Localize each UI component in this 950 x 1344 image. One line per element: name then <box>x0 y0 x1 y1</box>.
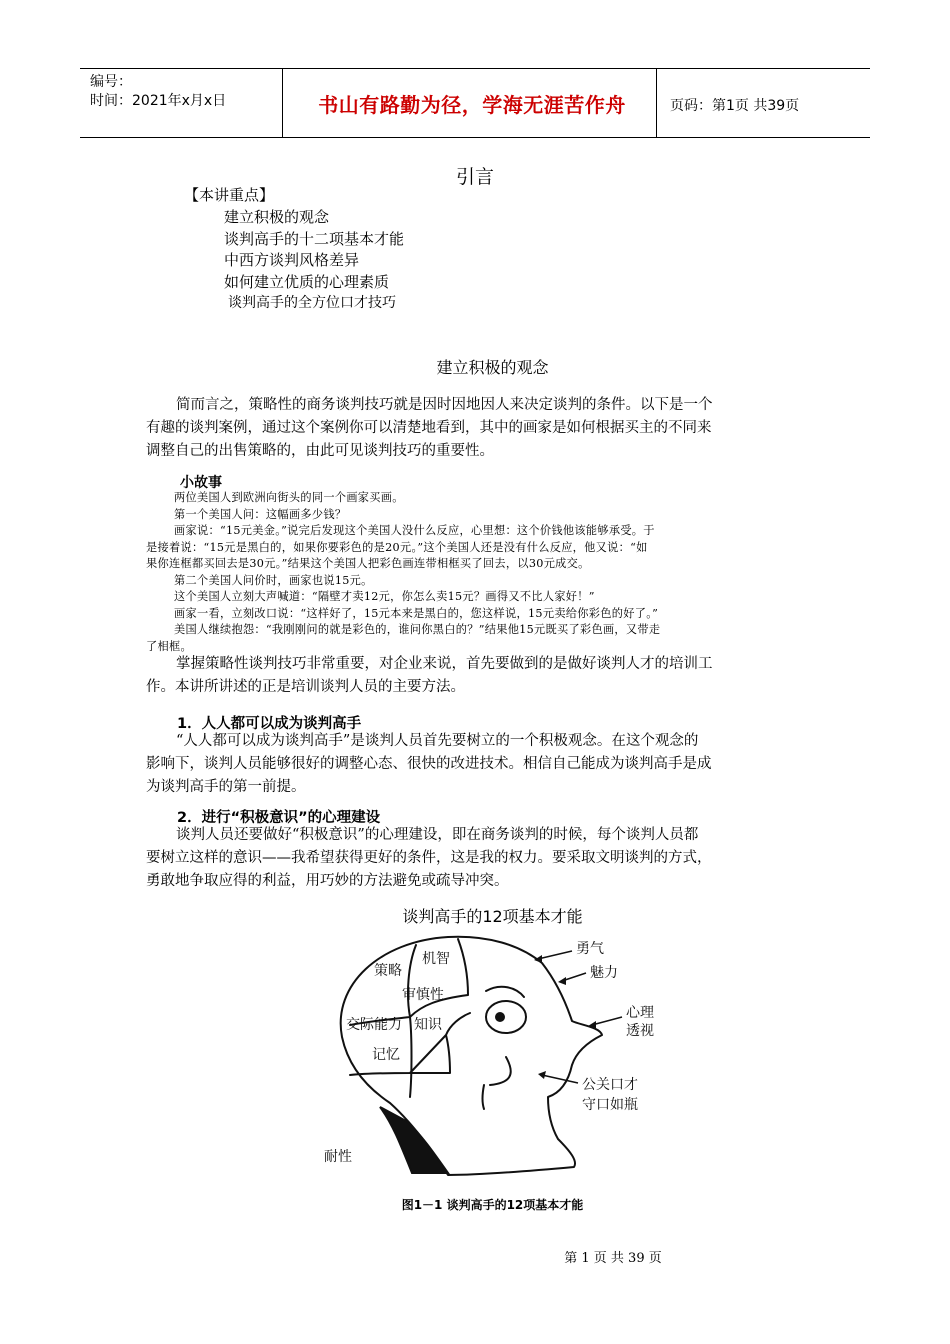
figure-title: 谈判高手的12项基本才能 <box>402 907 583 926</box>
header-divider <box>656 69 657 137</box>
story-line: 这个美国人立刻大声喊道：“隔壁才卖12元，你怎么卖15元？画得又不比人家好！” <box>174 590 595 603</box>
story-heading: 小故事 <box>180 475 222 491</box>
story-line: 是接着说：“15元是黑白的，如果你要彩色的是20元。”这个美国人还是没有什么反应，他又说：“如 <box>146 540 648 554</box>
point2-heading: 2．进行“积极意识”的心理建设 <box>177 810 381 826</box>
intro-line: 简而言之，策略性的商务谈判技巧就是因时因地因人来决定谈判的条件。以下是一个 <box>176 397 713 413</box>
suit-collar <box>380 1107 448 1173</box>
page-footer: 第 1 页 共 39 页 <box>564 1251 662 1266</box>
summary-line: 作。本讲所讲述的正是培训谈判人员的主要方法。 <box>146 679 465 695</box>
intro-line: 有趣的谈判案例，通过这个案例你可以清楚地看到，其中的画家是如何根据买主的不同来 <box>146 420 712 436</box>
label-jiaoji: 交际能力 <box>346 1017 402 1033</box>
key-point-item: 谈判高手的全方位口才技巧 <box>228 295 396 311</box>
point2-line: 谈判人员还要做好“积极意识”的心理建设，即在商务谈判的时候，每个谈判人员都 <box>176 827 699 843</box>
point1-line: 为谈判高手的第一前提。 <box>146 779 306 795</box>
story-line: 第一个美国人问：这幅画多少钱？ <box>174 507 347 521</box>
label-xinli: 心理 <box>626 1005 654 1021</box>
header-motto: 书山有路勤为径，学海无涯苦作舟 <box>318 93 626 117</box>
label-zhishi: 知识 <box>414 1017 442 1033</box>
point2-line: 要树立这样的意识——我希望获得更好的条件，这是我的权力。要采取文明谈判的方式， <box>146 850 712 866</box>
label-shoukou: 守口如瓶 <box>582 1097 638 1113</box>
point2-body <box>146 824 806 893</box>
label-celue: 策略 <box>374 963 402 979</box>
figure-caption: 图1－1 谈判高手的12项基本才能 <box>401 1198 584 1212</box>
key-point-item: 谈判高手的十二项基本才能 <box>224 229 405 248</box>
section-intro <box>146 394 806 463</box>
summary-paragraph <box>146 653 806 699</box>
point1-body <box>146 730 806 799</box>
header-left <box>90 73 226 111</box>
time-label: 时间：2021年x月x日 <box>90 93 227 109</box>
story-line: 画家说：“15元美金。”说完后发现这个美国人没什么反应，心里想：这个价钱他该能够承受。于 <box>174 524 655 537</box>
story-line: 了相框。 <box>146 639 192 653</box>
section-heading: 建立积极的观念 <box>436 358 549 377</box>
story-line: 两位美国人到欧洲向街头的同一个画家买画。 <box>174 491 404 504</box>
label-naixing: 耐性 <box>324 1149 352 1165</box>
number-label: 编号： <box>90 74 132 90</box>
point2-line: 勇敢地争取应得的利益，用巧妙的方法避免或疏导冲突。 <box>146 873 509 889</box>
header-table <box>80 68 870 138</box>
key-point-item: 建立积极的观念 <box>224 208 330 226</box>
key-point-item: 中西方谈判风格差异 <box>224 251 360 269</box>
point1-line: “人人都可以成为谈判高手”是谈判人员首先要树立的一个积极观念。在这个观念的 <box>176 733 699 749</box>
key-points-list <box>224 207 404 315</box>
story-line: 画家一看，立刻改口说：“这样好了，15元本来是黑白的，您这样说，15元卖给你彩色的好了。” <box>174 606 659 620</box>
key-point-item: 如何建立优质的心理素质 <box>224 272 390 291</box>
head-illustration <box>310 925 670 1185</box>
eye-pupil <box>495 1012 505 1022</box>
story-line: 美国人继续抱怨：“我刚刚问的就是彩色的，谁问你黑白的？”结果他15元既买了彩色画，又带走 <box>174 623 661 636</box>
label-jiyi: 记忆 <box>372 1047 400 1063</box>
label-jizhi: 机智 <box>422 951 450 967</box>
page-title: 引言 <box>455 166 494 188</box>
story-line: 第二个美国人问价时，画家也说15元。 <box>174 573 373 587</box>
story-body <box>146 490 816 655</box>
summary-line: 掌握策略性谈判技巧非常重要，对企业来说，首先要做到的是做好谈判人才的培训工 <box>176 656 713 672</box>
point1-heading: 1．人人都可以成为谈判高手 <box>177 716 362 732</box>
key-points-heading: 【本讲重点】 <box>184 186 275 204</box>
point1-line: 影响下，谈判人员能够很好的调整心态、很快的改进技术。相信自己能成为谈判高手是成 <box>146 756 712 772</box>
label-yongqi: 勇气 <box>576 941 604 957</box>
label-toushi: 透视 <box>626 1023 654 1039</box>
label-meili: 魅力 <box>590 965 618 981</box>
label-gongguan: 公关口才 <box>582 1077 638 1093</box>
header-page-info: 页码：第1页 共39页 <box>670 98 800 114</box>
label-shenshen: 审慎性 <box>402 987 444 1003</box>
story-line: 果你连框都买回去是30元。”结果这个美国人把彩色画连带相框买了回去，以30元成交。 <box>146 557 590 570</box>
intro-line: 调整自己的出售策略的，由此可见谈判技巧的重要性。 <box>146 443 494 459</box>
